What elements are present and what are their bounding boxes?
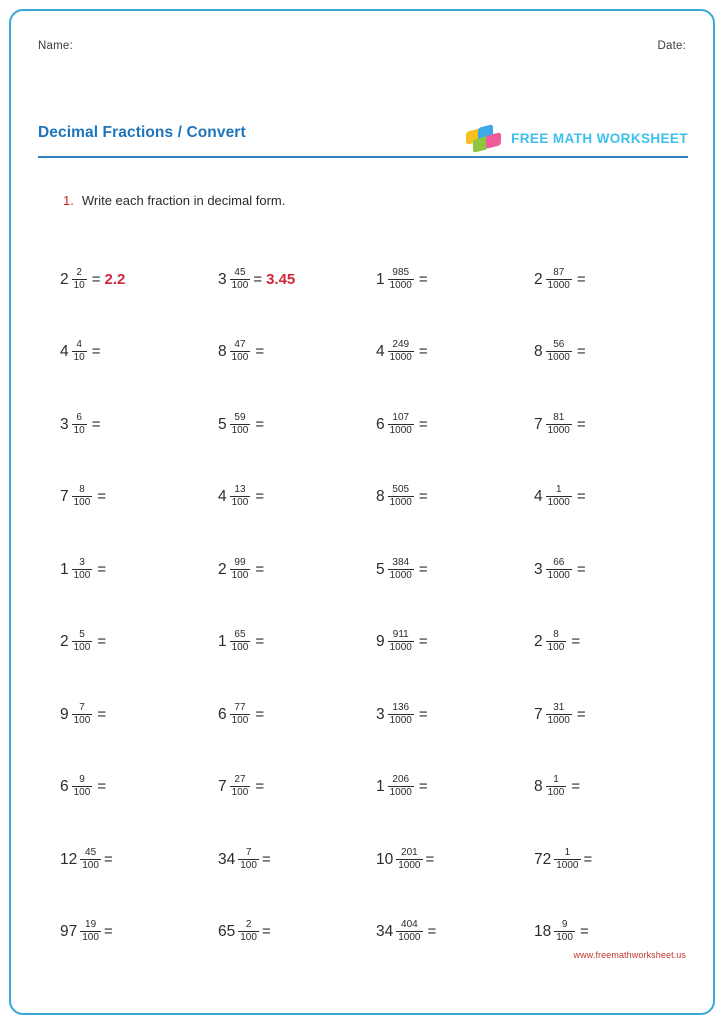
problem-fraction — [388, 268, 414, 291]
fraction-numerator: 9 — [79, 774, 85, 786]
fraction-numerator: 384 — [392, 556, 410, 568]
equals-sign: = — [91, 270, 101, 288]
fraction-numerator: 249 — [392, 339, 410, 351]
problem-item[interactable] — [60, 896, 218, 969]
fraction-denominator: 100 — [82, 859, 99, 871]
problem-item[interactable] — [376, 461, 534, 534]
fraction-denominator: 100 — [73, 569, 91, 581]
problem-whole-number: 4 — [60, 343, 69, 360]
fraction-numerator: 3 — [79, 556, 85, 568]
fraction-denominator: 1000 — [389, 497, 412, 509]
problem-whole-number: 7 — [534, 415, 543, 433]
problem-fraction — [546, 558, 572, 581]
problem-whole-number: 3 — [376, 705, 385, 723]
equals-sign: = — [583, 850, 593, 868]
fraction-numerator: 45 — [85, 846, 97, 858]
problem-whole-number: 3 — [534, 560, 543, 578]
fraction-denominator: 1000 — [389, 569, 412, 581]
problem-fraction — [72, 703, 93, 726]
fraction-numerator: 7 — [79, 701, 85, 713]
fraction-numerator: 6 — [76, 411, 82, 423]
fraction-numerator: 1 — [555, 484, 562, 496]
fraction-denominator: 10 — [73, 352, 85, 364]
problem-fraction — [72, 340, 87, 363]
problem-whole-number: 1 — [60, 560, 69, 578]
equals-sign: = — [576, 560, 586, 578]
problem-fraction — [546, 340, 572, 363]
equals-sign: = — [255, 415, 265, 433]
title-divider — [38, 156, 688, 158]
fraction-numerator: 404 — [401, 919, 418, 931]
problem-whole-number: 4 — [376, 343, 385, 360]
fraction-denominator: 100 — [231, 352, 249, 364]
problem-item[interactable] — [534, 606, 692, 679]
brand-name: FREE MATH WORKSHEET — [511, 130, 688, 146]
problem-whole-number: 18 — [534, 923, 552, 940]
equals-sign: = — [103, 850, 113, 868]
problem-item[interactable] — [534, 243, 692, 316]
equals-sign: = — [261, 923, 271, 941]
problem-item[interactable] — [218, 243, 376, 316]
problem-fraction — [388, 340, 414, 363]
instruction-line — [63, 193, 285, 208]
problem-fraction — [546, 413, 572, 436]
fraction-denominator: 100 — [231, 279, 249, 291]
fraction-denominator: 1000 — [389, 642, 412, 654]
problem-fraction — [238, 848, 259, 871]
problem-fraction — [80, 920, 101, 943]
equals-sign: = — [97, 488, 107, 506]
problem-fraction — [238, 920, 259, 943]
fraction-numerator: 107 — [392, 411, 410, 423]
brand-logo — [465, 122, 688, 154]
equals-sign: = — [97, 705, 107, 723]
fraction-denominator: 1000 — [547, 714, 570, 726]
problem-whole-number: 8 — [218, 343, 227, 360]
problem-fraction — [72, 775, 93, 798]
equals-sign: = — [418, 488, 428, 506]
problem-item[interactable] — [376, 316, 534, 389]
problem-fraction — [230, 630, 251, 653]
problem-item[interactable] — [534, 461, 692, 534]
problem-whole-number: 10 — [376, 850, 394, 868]
problem-whole-number: 2 — [60, 270, 69, 288]
fraction-numerator: 31 — [553, 701, 565, 713]
problem-item[interactable] — [376, 678, 534, 751]
fraction-denominator: 1000 — [389, 424, 412, 436]
problem-fraction — [554, 848, 580, 871]
fraction-numerator: 77 — [234, 701, 246, 713]
problem-fraction — [388, 485, 414, 508]
problem-whole-number: 8 — [534, 778, 543, 795]
brand-blocks-icon — [465, 123, 505, 153]
problem-fraction — [230, 703, 251, 726]
name-label: Name: — [38, 40, 73, 52]
fraction-denominator: 100 — [82, 932, 99, 944]
name-date-row — [38, 40, 686, 52]
fraction-numerator: 27 — [234, 774, 246, 786]
equals-sign: = — [261, 850, 271, 868]
equals-sign: = — [253, 270, 263, 288]
problem-whole-number: 4 — [534, 488, 543, 505]
fraction-numerator: 65 — [234, 629, 246, 641]
fraction-numerator: 136 — [392, 701, 410, 713]
problem-item[interactable] — [60, 751, 218, 824]
problem-fraction — [72, 485, 93, 508]
problem-whole-number: 72 — [534, 850, 552, 868]
fraction-numerator: 59 — [234, 411, 246, 423]
fraction-denominator: 10 — [73, 279, 85, 291]
problem-item[interactable] — [218, 533, 376, 606]
equals-sign: = — [427, 923, 437, 941]
problem-fraction — [230, 558, 251, 581]
fraction-numerator: 19 — [85, 919, 97, 931]
problem-fraction — [230, 485, 251, 508]
fraction-denominator: 1000 — [389, 352, 412, 364]
problem-item[interactable] — [376, 751, 534, 824]
problem-item[interactable] — [60, 316, 218, 389]
problem-item[interactable] — [60, 533, 218, 606]
problem-whole-number: 6 — [60, 778, 69, 795]
problem-item[interactable] — [218, 606, 376, 679]
problem-item[interactable] — [60, 243, 218, 316]
fraction-numerator: 4 — [76, 339, 82, 351]
problem-whole-number: 7 — [218, 778, 227, 795]
problem-fraction — [546, 703, 572, 726]
footer-url: www.freemathworksheet.us — [573, 950, 686, 960]
problem-item[interactable] — [534, 316, 692, 389]
problem-whole-number: 1 — [376, 778, 385, 795]
fraction-denominator: 100 — [231, 569, 249, 581]
fraction-denominator: 1000 — [389, 714, 412, 726]
problem-fraction — [388, 413, 414, 436]
problem-fraction — [388, 703, 414, 726]
equals-sign: = — [576, 705, 586, 723]
equals-sign: = — [255, 343, 265, 361]
fraction-denominator: 100 — [231, 787, 249, 799]
problem-whole-number: 1 — [218, 633, 227, 650]
problem-whole-number: 97 — [60, 923, 78, 940]
equals-sign: = — [418, 270, 428, 288]
instruction-text: Write each fraction in decimal form. — [81, 193, 286, 208]
problem-item[interactable] — [534, 751, 692, 824]
fraction-denominator: 100 — [547, 787, 565, 799]
problem-whole-number: 3 — [60, 415, 69, 433]
fraction-numerator: 66 — [553, 556, 565, 568]
equals-sign: = — [418, 415, 428, 433]
fraction-numerator: 911 — [392, 629, 409, 641]
fraction-denominator: 1000 — [547, 424, 570, 436]
problem-whole-number: 8 — [534, 343, 543, 360]
problem-whole-number: 8 — [376, 488, 385, 505]
fraction-denominator: 1000 — [389, 787, 412, 799]
fraction-denominator: 1000 — [398, 859, 421, 871]
problem-fraction — [72, 630, 93, 653]
equals-sign: = — [97, 778, 107, 796]
problem-item[interactable] — [218, 461, 376, 534]
problem-whole-number: 65 — [218, 923, 236, 940]
problem-fraction — [80, 848, 101, 871]
equals-sign: = — [418, 705, 428, 723]
equals-sign: = — [418, 560, 428, 578]
fraction-numerator: 5 — [79, 629, 85, 641]
fraction-numerator: 7 — [245, 846, 252, 858]
problem-item[interactable] — [218, 751, 376, 824]
fraction-numerator: 87 — [553, 266, 565, 278]
problem-fraction — [72, 268, 87, 291]
title-band — [38, 124, 688, 158]
problem-item[interactable] — [376, 823, 534, 896]
problem-whole-number: 6 — [376, 415, 385, 433]
fraction-denominator: 100 — [231, 642, 249, 654]
problem-item[interactable] — [376, 388, 534, 461]
equals-sign: = — [571, 633, 581, 651]
problem-item[interactable] — [60, 388, 218, 461]
equals-sign: = — [103, 923, 113, 941]
problem-fraction — [546, 775, 567, 798]
equals-sign: = — [571, 778, 581, 796]
fraction-denominator: 1000 — [556, 859, 579, 871]
fraction-numerator: 13 — [234, 484, 246, 496]
fraction-numerator: 2 — [245, 919, 252, 931]
problem-fraction — [230, 340, 251, 363]
problem-whole-number: 9 — [376, 633, 385, 650]
problem-fraction — [230, 775, 251, 798]
fraction-denominator: 1000 — [547, 352, 570, 364]
problem-whole-number: 34 — [376, 923, 394, 940]
fraction-denominator: 1000 — [547, 497, 570, 509]
problem-whole-number: 5 — [376, 560, 385, 578]
pink-block-icon — [486, 132, 501, 149]
fraction-denominator: 1000 — [398, 932, 421, 944]
equals-sign: = — [418, 343, 428, 361]
problem-fraction — [554, 920, 575, 943]
problem-whole-number: 2 — [60, 633, 69, 650]
equals-sign: = — [576, 488, 586, 506]
problem-item[interactable] — [218, 316, 376, 389]
problem-answer: 3.45 — [266, 270, 296, 288]
problem-item[interactable] — [534, 533, 692, 606]
fraction-numerator: 45 — [234, 266, 246, 278]
fraction-denominator: 100 — [73, 787, 91, 799]
fraction-denominator: 100 — [231, 714, 249, 726]
problem-item[interactable] — [376, 896, 534, 969]
fraction-numerator: 81 — [553, 411, 565, 423]
fraction-numerator: 8 — [79, 484, 85, 496]
fraction-numerator: 206 — [392, 774, 410, 786]
equals-sign: = — [97, 560, 107, 578]
fraction-denominator: 100 — [240, 859, 257, 871]
problem-item[interactable] — [218, 388, 376, 461]
problem-item[interactable] — [218, 896, 376, 969]
problem-whole-number: 1 — [376, 270, 385, 288]
equals-sign: = — [579, 923, 589, 941]
equals-sign: = — [255, 778, 265, 796]
problem-fraction — [388, 558, 414, 581]
equals-sign: = — [255, 633, 265, 651]
problem-whole-number: 34 — [218, 850, 236, 868]
equals-sign: = — [418, 633, 428, 651]
problem-item[interactable] — [60, 823, 218, 896]
problem-fraction — [396, 920, 422, 943]
date-label: Date: — [657, 40, 686, 52]
fraction-denominator: 10 — [73, 424, 85, 436]
problem-fraction — [230, 268, 251, 291]
fraction-numerator: 985 — [392, 266, 410, 278]
problem-whole-number: 6 — [218, 705, 227, 723]
problem-item[interactable] — [534, 388, 692, 461]
problem-whole-number: 2 — [534, 270, 543, 288]
fraction-denominator: 100 — [73, 497, 91, 509]
fraction-denominator: 1000 — [547, 279, 570, 291]
fraction-numerator: 8 — [553, 629, 559, 641]
fraction-numerator: 56 — [553, 339, 565, 351]
problem-whole-number: 7 — [60, 488, 69, 505]
equals-sign: = — [97, 633, 107, 651]
problem-whole-number: 2 — [218, 560, 227, 578]
problem-fraction — [546, 485, 572, 508]
problem-fraction — [388, 775, 414, 798]
fraction-numerator: 9 — [561, 919, 568, 931]
problem-whole-number: 7 — [534, 705, 543, 723]
fraction-denominator: 100 — [547, 642, 565, 654]
equals-sign: = — [91, 415, 101, 433]
equals-sign: = — [576, 415, 586, 433]
equals-sign: = — [418, 778, 428, 796]
problem-fraction — [230, 413, 251, 436]
fraction-numerator: 99 — [234, 556, 246, 568]
equals-sign: = — [255, 488, 265, 506]
equals-sign: = — [425, 850, 435, 868]
problem-item[interactable] — [218, 823, 376, 896]
fraction-denominator: 100 — [231, 497, 249, 509]
fraction-numerator: 1 — [564, 846, 571, 858]
instruction-number: 1. — [63, 193, 74, 208]
equals-sign: = — [576, 343, 586, 361]
problem-whole-number: 9 — [60, 705, 69, 723]
problem-fraction — [72, 558, 93, 581]
fraction-denominator: 100 — [556, 932, 573, 944]
equals-sign: = — [255, 705, 265, 723]
problem-item[interactable] — [376, 243, 534, 316]
fraction-numerator: 201 — [401, 846, 418, 858]
fraction-denominator: 100 — [231, 424, 249, 436]
problem-fraction — [546, 268, 572, 291]
problem-fraction — [546, 630, 567, 653]
fraction-denominator: 100 — [73, 642, 91, 654]
problem-item[interactable] — [60, 461, 218, 534]
problem-answer: 2.2 — [104, 270, 126, 288]
equals-sign: = — [255, 560, 265, 578]
problem-whole-number: 2 — [534, 633, 543, 650]
problem-item[interactable] — [218, 678, 376, 751]
problems-grid — [60, 243, 690, 968]
fraction-numerator: 505 — [392, 484, 410, 496]
problem-item[interactable] — [60, 678, 218, 751]
problem-fraction — [72, 413, 87, 436]
problem-fraction — [388, 630, 414, 653]
fraction-denominator: 100 — [73, 714, 91, 726]
problem-item[interactable] — [534, 823, 692, 896]
problem-item[interactable] — [376, 533, 534, 606]
fraction-numerator: 47 — [234, 339, 246, 351]
problem-whole-number: 12 — [60, 850, 78, 868]
page-title: Decimal Fractions / Convert — [38, 124, 246, 141]
problem-whole-number: 3 — [218, 270, 227, 288]
fraction-denominator: 1000 — [547, 569, 570, 581]
problem-item[interactable] — [534, 678, 692, 751]
equals-sign: = — [91, 343, 101, 361]
fraction-numerator: 2 — [76, 266, 82, 278]
problem-whole-number: 5 — [218, 415, 227, 433]
fraction-denominator: 100 — [240, 932, 257, 944]
problem-item[interactable] — [60, 606, 218, 679]
equals-sign: = — [576, 270, 586, 288]
problem-whole-number: 4 — [218, 488, 227, 505]
problem-item[interactable] — [376, 606, 534, 679]
fraction-denominator: 1000 — [389, 279, 412, 291]
fraction-numerator: 1 — [553, 774, 559, 786]
problem-fraction — [396, 848, 422, 871]
